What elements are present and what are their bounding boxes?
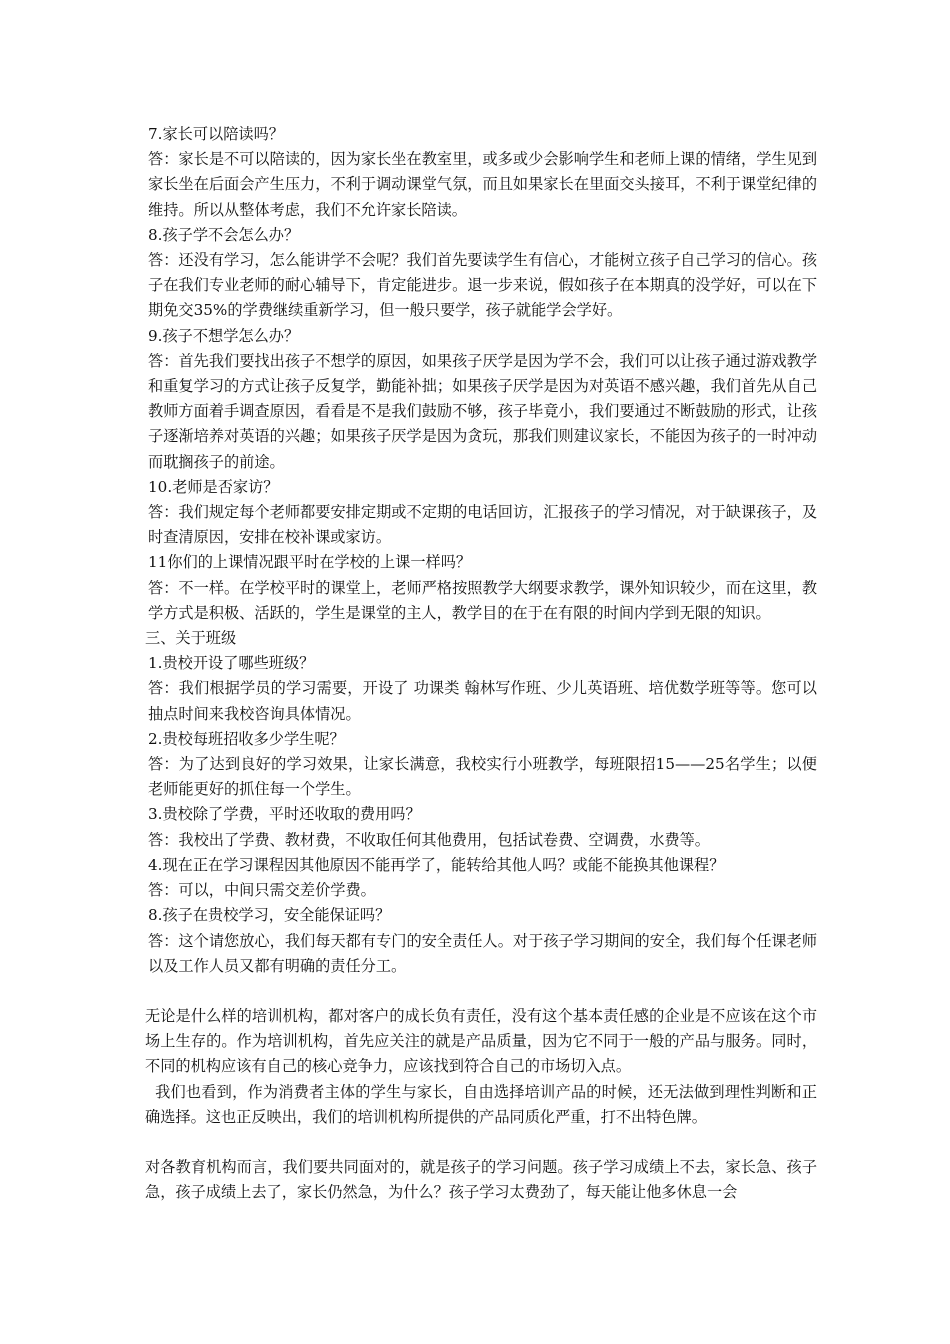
class-question-1: 1.贵校开设了哪些班级？: [148, 654, 315, 673]
paragraph-responsibility: 无论是什么样的培训机构，都对客户的成长负有责任，没有这个基本责任感的企业是不应该在这个市场上生存的。作为培训机构，首先应关注的就是产品质量，因为它不同于一般的产品与服务。同时，不同的机构应该有自己的核心竞争力，应该找到符合自己的市场切入点。: [145, 1006, 817, 1076]
answer-10: 答：我们规定每个老师都要安排定期或不定期的电话回访，汇报孩子的学习情况，对于缺课孩子，及时查清原因，安排在校补课或家访。: [148, 503, 817, 547]
class-question-2: 2.贵校每班招收多少学生呢？: [148, 729, 345, 748]
document-body: [145, 122, 817, 1205]
question-9: 9.孩子不想学怎么办？: [148, 326, 300, 345]
paragraph-gap: [145, 979, 817, 1004]
class-question-3: 3.贵校除了学费，平时还收取的费用吗？: [148, 805, 421, 824]
class-answer-8: 答：这个请您放心，我们每天都有专门的安全责任人。对于孩子学习期间的安全，我们每个任课老师以及工作人员又都有明确的责任分工。: [148, 931, 817, 975]
answer-11: 答：不一样。在学校平时的课堂上，老师严格按照教学大纲要求教学，课外知识较少，而在这里，教学方式是积极、活跃的，学生是课堂的主人，教学目的在于在有限的时间内学到无限的知识。: [148, 578, 817, 622]
question-8: 8.孩子学不会怎么办？: [148, 225, 300, 244]
class-answer-1: 答：我们根据学员的学习需要，开设了 功课类 翰林写作班、少儿英语班、培优数学班等等。您可以抽点时间来我校咨询具体情况。: [148, 679, 817, 723]
answer-7: 答：家长是不可以陪读的，因为家长坐在教室里，或多或少会影响学生和老师上课的情绪，学生见到家长坐在后面会产生压力，不利于调动课堂气氛，而且如果家长在里面交头接耳，不利于课堂纪律的维持。所以从整体考虑，我们不允许家长陪读。: [148, 150, 817, 219]
answer-9: 答：首先我们要找出孩子不想学的原因，如果孩子厌学是因为学不会，我们可以让孩子通过游戏教学和重复学习的方式让孩子反复学，勤能补拙；如果孩子厌学是因为对英语不感兴趣，我们首先从自己教师方面着手调查原因，看看是不是我们鼓励不够，孩子毕竟小，我们要通过不断鼓励的形式，让孩子逐渐培养对英语的兴趣；如果孩子厌学是因为贪玩，那我们则建议家长，不能因为孩子的一时冲动而耽搁孩子的前途。: [148, 351, 817, 471]
class-question-8: 8.孩子在贵校学习，安全能保证吗？: [148, 906, 391, 925]
class-answer-3: 答：我校出了学费、教材费，不收取任何其他费用，包括试卷费、空调费，水费等。: [148, 830, 710, 849]
paragraph-learning-problem: 对各教育机构而言，我们要共同面对的，就是孩子的学习问题。孩子学习成绩上不去，家长急、孩子急，孩子成绩上去了，家长仍然急，为什么？孩子学习太费劲了，每天能让他多休息一会: [145, 1157, 817, 1202]
paragraph-gap: [145, 1130, 817, 1155]
section-heading-classes: 三、关于班级: [145, 629, 237, 648]
answer-8: 答：还没有学习，怎么能讲学不会呢？我们首先要读学生有信心，才能树立孩子自己学习的信心。孩子在我们专业老师的耐心辅导下，肯定能进步。退一步来说，假如孩子在本期真的没学好，可以在下期免交35%的学费继续重新学习，但一般只要学，孩子就能学会学好。: [148, 251, 817, 320]
class-answer-4: 答：可以，中间只需交差价学费。: [148, 881, 376, 900]
question-11: 11你们的上课情况跟平时在学校的上课一样吗？: [148, 553, 472, 572]
question-10: 10.老师是否家访？: [148, 477, 279, 496]
question-7: 7.家长可以陪读吗？: [148, 125, 284, 143]
class-answer-2: 答：为了达到良好的学习效果，让家长满意，我校实行小班教学，每班限招15——25名学生；以便老师能更好的抓住每一个学生。: [148, 755, 817, 799]
paragraph-consumer-choice: 我们也看到，作为消费者主体的学生与家长，自由选择培训产品的时候，还无法做到理性判断和正确选择。这也正反映出，我们的培训机构所提供的产品同质化严重，打不出特色牌。: [145, 1082, 817, 1126]
class-question-4: 4.现在正在学习课程因其他原因不能再学了，能转给其他人吗？或能不能换其他课程？: [148, 855, 725, 874]
